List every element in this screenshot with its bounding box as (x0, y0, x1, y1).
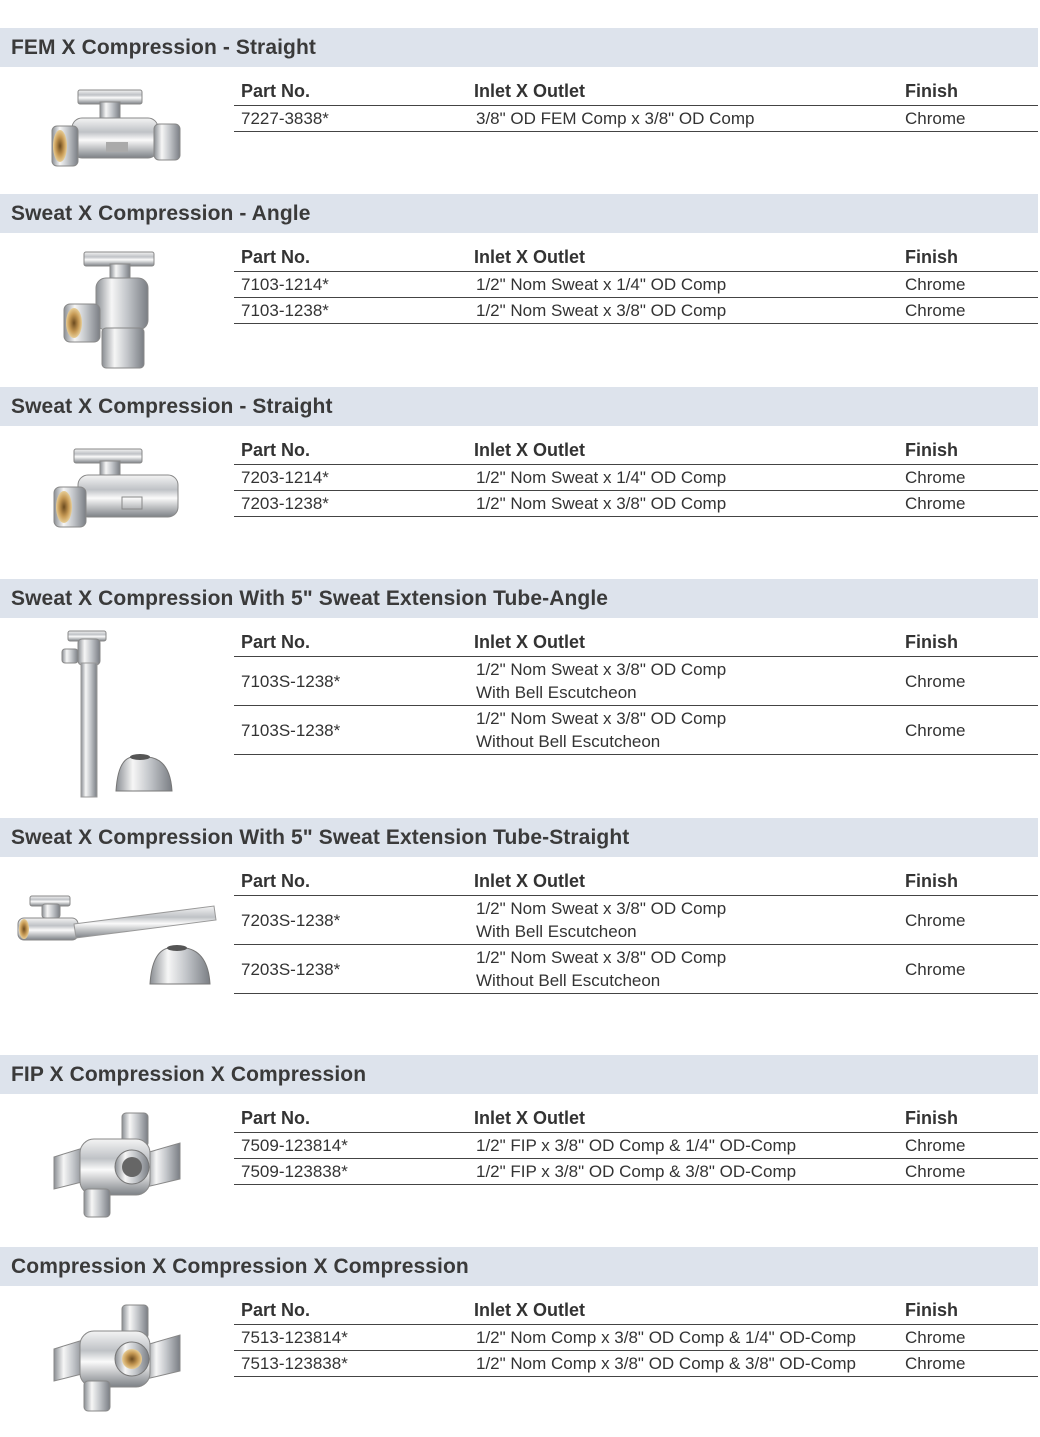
finish: Chrome (905, 896, 1038, 945)
header-finish: Finish (905, 1095, 1038, 1133)
table-row (234, 657, 1038, 706)
dual-outlet-fip-valve-image (50, 1109, 184, 1221)
header-inlet-outlet: Inlet X Outlet (474, 68, 905, 106)
header-finish: Finish (905, 234, 1038, 272)
finish: Chrome (905, 1133, 1038, 1159)
parts-table (234, 68, 1038, 132)
header-part-no: Part No. (234, 619, 474, 657)
part-number: 7203S-1238* (234, 896, 474, 945)
part-number: 7509-123838* (234, 1159, 474, 1185)
inlet-outlet: 1/2" Nom Sweat x 3/8" OD Comp Without Bell Escutcheon (474, 706, 905, 755)
inlet-outlet: 1/2" Nom Sweat x 1/4" OD Comp (474, 465, 905, 491)
finish: Chrome (905, 1351, 1038, 1377)
header-part-no: Part No. (234, 234, 474, 272)
header-inlet-outlet: Inlet X Outlet (474, 1287, 905, 1325)
inlet-outlet: 1/2" Nom Comp x 3/8" OD Comp & 1/4" OD-Comp (474, 1325, 905, 1351)
header-finish: Finish (905, 858, 1038, 896)
finish: Chrome (905, 465, 1038, 491)
table-header-row (234, 1095, 1038, 1133)
parts-table (234, 1287, 1038, 1377)
section-title: FIP X Compression X Compression (11, 1063, 367, 1086)
section-title: FEM X Compression - Straight (11, 36, 316, 59)
section-title: Compression X Compression X Compression (11, 1255, 469, 1278)
header-finish: Finish (905, 619, 1038, 657)
straight-compression-valve-image (50, 84, 182, 180)
table-row (234, 1159, 1038, 1185)
inlet-outlet: 3/8" OD FEM Comp x 3/8" OD Comp (474, 106, 905, 132)
part-number: 7203-1238* (234, 491, 474, 517)
table-header-row (234, 619, 1038, 657)
section-title: Sweat X Compression - Straight (11, 395, 333, 418)
section-header (0, 387, 1038, 426)
inlet-outlet: 1/2" Nom Sweat x 3/8" OD Comp With Bell Escutcheon (474, 657, 905, 706)
table-row (234, 491, 1038, 517)
section-header (0, 818, 1038, 857)
header-inlet-outlet: Inlet X Outlet (474, 858, 905, 896)
inlet-outlet: 1/2" FIP x 3/8" OD Comp & 1/4" OD-Comp (474, 1133, 905, 1159)
part-number: 7513-123838* (234, 1351, 474, 1377)
header-part-no: Part No. (234, 427, 474, 465)
header-inlet-outlet: Inlet X Outlet (474, 427, 905, 465)
header-inlet-outlet: Inlet X Outlet (474, 619, 905, 657)
header-part-no: Part No. (234, 68, 474, 106)
finish: Chrome (905, 106, 1038, 132)
header-finish: Finish (905, 68, 1038, 106)
part-number: 7103S-1238* (234, 706, 474, 755)
inlet-outlet: 1/2" Nom Sweat x 3/8" OD Comp (474, 491, 905, 517)
finish: Chrome (905, 491, 1038, 517)
inlet-outlet: 1/2" Nom Comp x 3/8" OD Comp & 3/8" OD-Comp (474, 1351, 905, 1377)
header-inlet-outlet: Inlet X Outlet (474, 1095, 905, 1133)
inlet-outlet: 1/2" Nom Sweat x 1/4" OD Comp (474, 272, 905, 298)
table-header-row (234, 234, 1038, 272)
finish: Chrome (905, 945, 1038, 994)
angle-valve-extension-tube-image (58, 629, 178, 799)
header-finish: Finish (905, 427, 1038, 465)
finish: Chrome (905, 657, 1038, 706)
section-title: Sweat X Compression With 5" Sweat Extension Tube-Angle (11, 587, 609, 610)
header-finish: Finish (905, 1287, 1038, 1325)
header-part-no: Part No. (234, 858, 474, 896)
table-row (234, 1133, 1038, 1159)
parts-table (234, 234, 1038, 324)
table-row (234, 945, 1038, 994)
inlet-outlet: 1/2" Nom Sweat x 3/8" OD Comp Without Bell Escutcheon (474, 945, 905, 994)
header-part-no: Part No. (234, 1287, 474, 1325)
parts-table (234, 427, 1038, 517)
table-row (234, 1351, 1038, 1377)
part-number: 7203-1214* (234, 465, 474, 491)
section-header (0, 194, 1038, 233)
part-number: 7227-3838* (234, 106, 474, 132)
part-number: 7103S-1238* (234, 657, 474, 706)
table-row (234, 298, 1038, 324)
section-header (0, 579, 1038, 618)
inlet-outlet: 1/2" FIP x 3/8" OD Comp & 3/8" OD-Comp (474, 1159, 905, 1185)
finish: Chrome (905, 1159, 1038, 1185)
table-header-row (234, 68, 1038, 106)
section-header (0, 28, 1038, 67)
section-header (0, 1247, 1038, 1286)
straight-valve-extension-tube-image (16, 892, 220, 988)
section-title: Sweat X Compression With 5" Sweat Extension Tube-Straight (11, 826, 630, 849)
inlet-outlet: 1/2" Nom Sweat x 3/8" OD Comp With Bell Escutcheon (474, 896, 905, 945)
finish: Chrome (905, 298, 1038, 324)
straight-sweat-valve-image (52, 445, 182, 545)
header-inlet-outlet: Inlet X Outlet (474, 234, 905, 272)
table-row (234, 465, 1038, 491)
table-header-row (234, 1287, 1038, 1325)
part-number: 7509-123814* (234, 1133, 474, 1159)
inlet-outlet: 1/2" Nom Sweat x 3/8" OD Comp (474, 298, 905, 324)
table-row (234, 1325, 1038, 1351)
table-row (234, 106, 1038, 132)
section-title: Sweat X Compression - Angle (11, 202, 311, 225)
table-row (234, 272, 1038, 298)
table-header-row (234, 858, 1038, 896)
finish: Chrome (905, 1325, 1038, 1351)
header-part-no: Part No. (234, 1095, 474, 1133)
part-number: 7203S-1238* (234, 945, 474, 994)
section-header (0, 1055, 1038, 1094)
finish: Chrome (905, 272, 1038, 298)
parts-table (234, 1095, 1038, 1185)
table-row (234, 706, 1038, 755)
part-number: 7103-1214* (234, 272, 474, 298)
table-header-row (234, 427, 1038, 465)
angle-sweat-valve-image (62, 248, 172, 372)
parts-table (234, 619, 1038, 755)
parts-table (234, 858, 1038, 994)
finish: Chrome (905, 706, 1038, 755)
part-number: 7103-1238* (234, 298, 474, 324)
table-row (234, 896, 1038, 945)
dual-outlet-compression-valve-image (50, 1301, 184, 1415)
part-number: 7513-123814* (234, 1325, 474, 1351)
